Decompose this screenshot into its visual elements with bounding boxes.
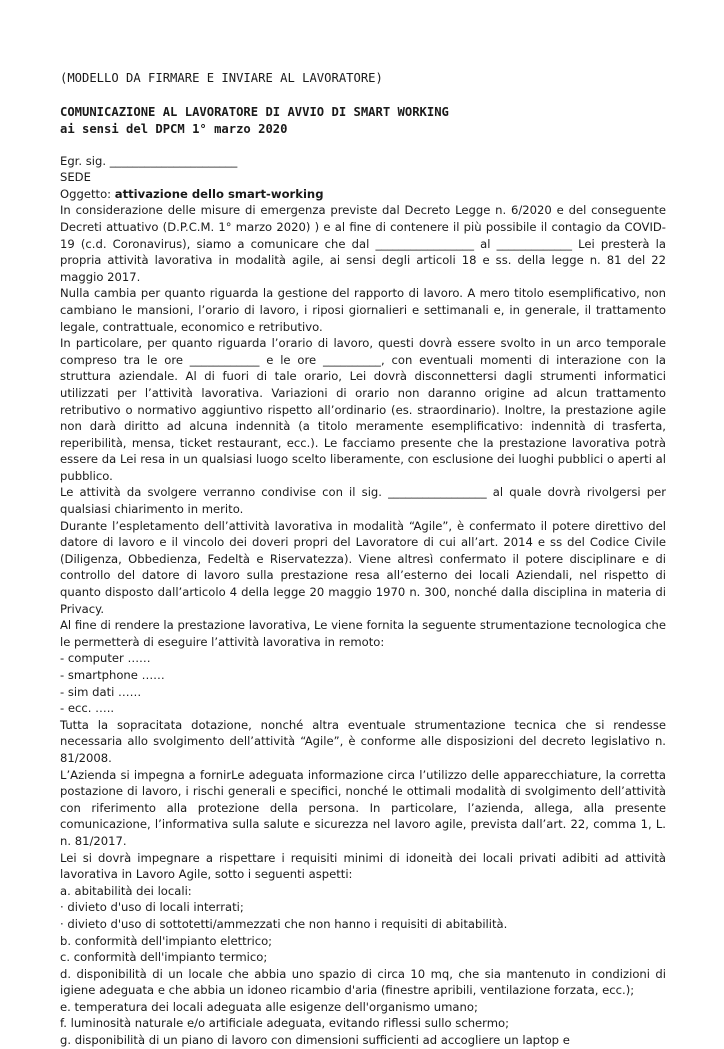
header-note: (MODELLO DA FIRMARE E INVIARE AL LAVORATORE) — [60, 71, 383, 85]
equipment-item: - smartphone …… — [60, 668, 165, 682]
paragraph-dotazione: Tutta la sopracitata dotazione, nonché altra eventuale strumentazione tecnica che si rendesse necessaria allo svolgimento dell’attività “Agile”, è conforme alle disposizioni del decreto legislativo n. 81/2008. — [60, 717, 666, 765]
paragraph-requisiti: Lei si dovrà impegnare a rispettare i requisiti minimi di idoneità dei locali privati adibiti ad attività lavorativa in Lavoro Agile, sotto i seguenti aspetti: — [60, 850, 666, 882]
requirement-item: f. luminosità naturale e/o artificiale adeguata, evitando riflessi sullo schermo; — [60, 1016, 510, 1031]
equipment-item: - computer …… — [60, 651, 151, 666]
requirement-item: c. conformità dell'impianto termico; — [60, 950, 268, 965]
paragraph-intro: In considerazione delle misure di emergenza previste dal Decreto Legge n. 6/2020 e del conseguente Decreti attuativo (D.P.C.M. 1° marzo 2020) ) e al fine di contenere il più possibile il contagio da COVID-19 (c.d. Coronavirus), siamo a comunicare che dal _________________ al _____________ Lei presterà la propria attività lavorativa in modalità agile, ai sensi degli articoli 18 e ss. della legge n. 81 del 22 maggio 2017. — [60, 203, 666, 284]
requirement-item: e. temperatura dei locali adeguata alle esigenze dell'organismo umano; — [60, 999, 478, 1014]
subject-line — [60, 186, 666, 203]
paragraph-informazione: L’Azienda si impegna a fornirLe adeguata informazione circa l’utilizzo delle apparecchiature, la corretta postazione di lavoro, i rischi generali e specifici, nonché le ottimali modalità di svolgimento dell’attività con riferimento alla protezione della persona. In particolare, l’azienda, allega, alla presente comunicazione, l’informativa sulla salute e sicurezza nel lavoro agile, prevista dall’art. 22, comma 1, L. n. 81/2017. — [60, 767, 666, 848]
document-subtitle: ai sensi del DPCM 1° marzo 2020 — [60, 121, 288, 136]
requirement-item: · divieto d'uso di locali interrati; — [60, 900, 244, 915]
paragraph-potere-direttivo: Durante l’espletamento dell’attività lavorativa in modalità “Agile”, è confermato il potere direttivo del datore di lavoro e il vincolo dei doveri propri del Lavoratore di cui all’art. 2014 e ss del Codice Civile (Diligenza, Obbedienza, Fedeltà e Riservatezza). Viene altresì confermato il potere disciplinare e di controllo del datore di lavoro sulla prestazione resa all’esterno dei locali Aziendali, nel rispetto di quanto disposto dall’articolo 4 della legge 20 maggio 1970 n. 300, nonché dalla disciplina in materia di Privacy. — [60, 518, 666, 616]
paragraph-orario: In particolare, per quanto riguarda l’orario di lavoro, questi dovrà essere svolto in un arco temporale compreso tra le ore ____________ e le ore __________, con eventuali momenti di interazione con la struttura aziendale. Al di fuori di tale orario, Lei dovrà disconnettersi dagli strumenti informatici utilizzati per l’attività lavorativa. Variazioni di orario non daranno origine ad alcun trattamento retributivo o normativo aggiuntivo rispetto all’ordinario (es. straordinario). Inoltre, la prestazione agile non darà diritto ad alcuna indennità (a titolo meramente esemplificativo: indennità di trasferta, reperibilità, mensa, ticket restaurant, ecc.). Le facciamo presente che la prestazione lavorativa potrà essere da Lei resa in un qualsiasi luogo scelto liberamente, con esclusione dei luoghi pubblici o aperti al pubblico. — [60, 336, 666, 483]
requirement-item: g. disponibilità di un piano di lavoro con dimensioni sufficienti ad accogliere un laptop e — [60, 1033, 570, 1048]
subject-value: attivazione dello smart-working — [114, 186, 324, 201]
requirement-item: b. conformità dell'impianto elettrico; — [60, 933, 273, 948]
paragraph-strumentazione: Al fine di rendere la prestazione lavorativa, Le viene fornita la seguente strumentazione tecnologica che le permetterà di eseguire l’attività lavorativa in remoto: — [60, 618, 666, 649]
equipment-item: - ecc. ….. — [60, 701, 115, 716]
document-title: COMUNICAZIONE AL LAVORATORE DI AVVIO DI SMART WORKING — [60, 104, 449, 119]
requirement-item: · divieto d'uso di sottotetti/ammezzati che non hanno i requisiti di abitabilità. — [60, 916, 508, 931]
addressee-line: Egr. sig. ______________________ — [60, 153, 238, 168]
sede-line: SEDE — [60, 170, 91, 185]
paragraph-referente: Le attività da svolgere verranno condivise con il sig. _________________ al quale dovrà rivolgersi per qualsiasi chiarimento in merito. — [60, 485, 666, 517]
requirement-item: d. disponibilità di un locale che abbia uno spazio di circa 10 mq, che sia mantenuto in condizioni di igiene adeguata e che abbia un idoneo ricambio d'aria (finestre apribili, ventilazione forzata, ecc.); — [60, 966, 666, 998]
requirement-item: a. abitabilità dei locali: — [60, 883, 192, 898]
equipment-item: - sim dati …… — [60, 684, 142, 699]
paragraph-rapporto: Nulla cambia per quanto riguarda la gestione del rapporto di lavoro. A mero titolo esemplificativo, non cambiano le mansioni, l’orario di lavoro, i riposi giornalieri e settimanali e, in generale, il trattamento legale, contrattuale, economico e retributivo. — [60, 286, 666, 334]
subject-label: Oggetto: — [60, 186, 115, 201]
